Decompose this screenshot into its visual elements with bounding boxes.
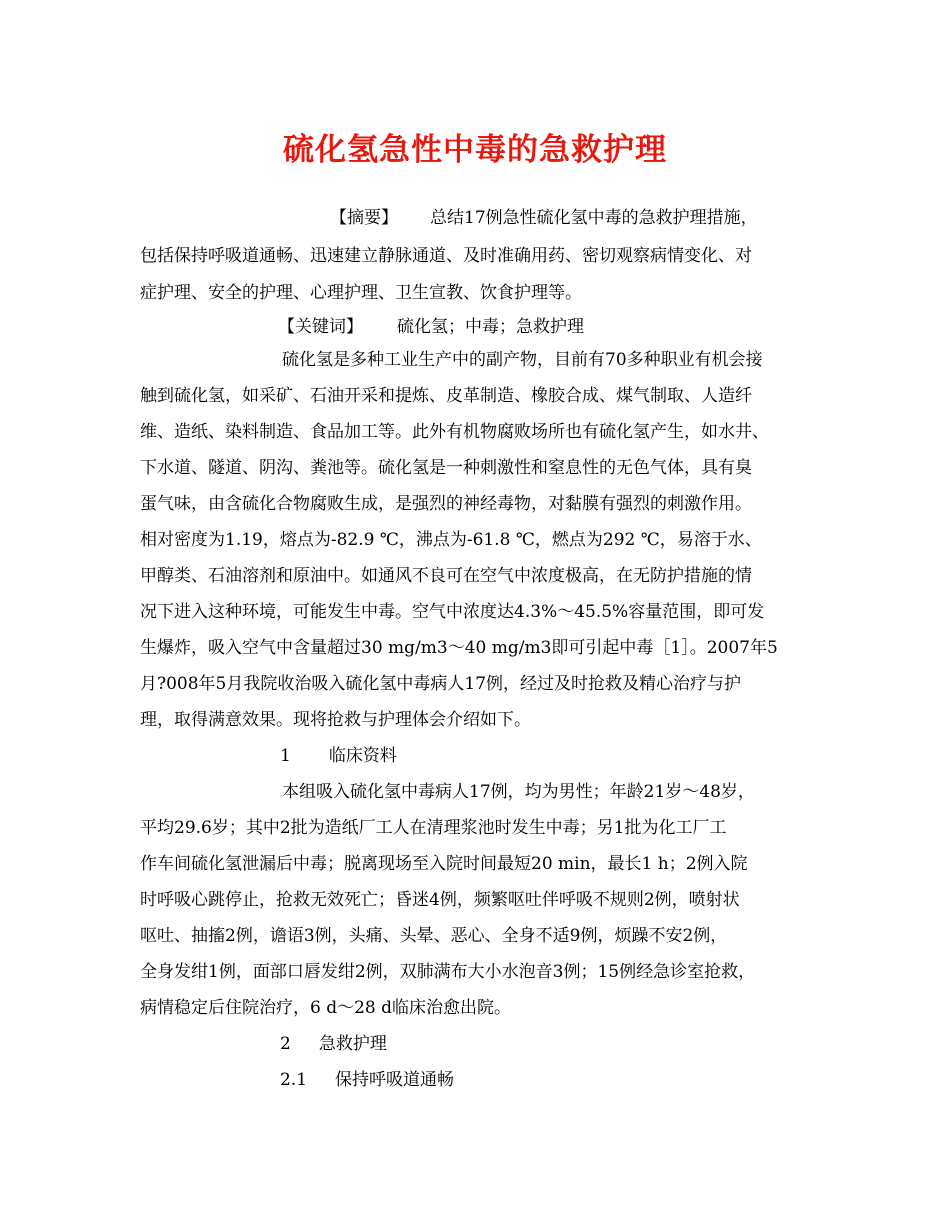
- section-title: 保持呼吸道通畅: [335, 1070, 455, 1090]
- document-title: 硫化氢急性中毒的急救护理: [283, 132, 667, 168]
- section-1-line: 全身发绀1例，面部口唇发绀2例，双肺满布大小水泡音3例；15例经急诊室抢救，: [140, 962, 756, 982]
- intro-line: 月?008年5月我院收治吸入硫化氢中毒病人17例，经过及时抢救及精心治疗与护: [140, 674, 742, 694]
- abstract-first-line: [330, 206, 758, 230]
- section-1-line: 呕吐、抽搐2例，谵语3例，头痛、头晕、恶心、全身不适9例，烦躁不安2例，: [140, 926, 728, 946]
- section-2-heading: [280, 1032, 387, 1056]
- section-1-line: 本组吸入硫化氢中毒病人17例，均为男性；年龄21岁～48岁，: [282, 782, 755, 802]
- section-number: 2: [280, 1034, 291, 1054]
- intro-line: 生爆炸，吸入空气中含量超过30 mg/m3～40 mg/m3即可引起中毒［1］。2007年5: [140, 638, 778, 658]
- section-1-heading: [280, 744, 397, 768]
- keywords-label: 【关键词】: [278, 317, 363, 337]
- intro-line: 相对密度为1.19，熔点为-82.9 ℃，沸点为-61.8 ℃，燃点为292 ℃，易溶于水、: [140, 530, 762, 550]
- section-title: 急救护理: [318, 1034, 387, 1054]
- section-number: 1: [280, 746, 291, 766]
- section-title: 临床资料: [328, 746, 397, 766]
- section-1-line: 时呼吸心跳停止，抢救无效死亡；昏迷4例，频繁呕吐伴呼吸不规则2例，喷射状: [140, 890, 740, 910]
- intro-line: 下水道、隧道、阴沟、粪池等。硫化氢是一种刺激性和窒息性的无色气体，具有臭: [140, 458, 752, 478]
- abstract-label: 【摘要】: [330, 208, 398, 228]
- section-1-line: 作车间硫化氢泄漏后中毒；脱离现场至入院时间最短20 min，最长1 h；2例入院: [140, 854, 748, 874]
- intro-line: 况下进入这种环境，可能发生中毒。空气中浓度达4.3%～45.5%容量范围，即可发: [140, 602, 765, 622]
- intro-line: 甲醇类、石油溶剂和原油中。如通风不良可在空气中浓度极高，在无防护措施的情: [140, 566, 752, 586]
- intro-line: 触到硫化氢，如采矿、石油开采和提炼、皮革制造、橡胶合成、煤气制取、人造纤: [140, 386, 752, 406]
- intro-line: 硫化氢是多种工业生产中的副产物，目前有70多种职业有机会接: [282, 350, 763, 370]
- keywords-text: 硫化氢；中毒；急救护理: [397, 317, 584, 337]
- keywords-line: [278, 315, 584, 339]
- section-2-1-heading: [280, 1068, 454, 1092]
- abstract-text-line: 总结17例急性硫化氢中毒的急救护理措施，: [430, 208, 758, 228]
- abstract-text-line: 包括保持呼吸道通畅、迅速建立静脉通道、及时准确用药、密切观察病情变化、对: [140, 246, 752, 266]
- section-number: 2.1: [280, 1070, 308, 1090]
- section-1-line: 平均29.6岁；其中2批为造纸厂工人在清理浆池时发生中毒；另1批为化工厂工: [140, 818, 727, 838]
- intro-line: 蛋气味，由含硫化合物腐败生成，是强烈的神经毒物，对黏膜有强烈的刺激作用。: [140, 494, 752, 514]
- section-1-line: 病情稳定后住院治疗，6 d～28 d临床治愈出院。: [140, 998, 512, 1018]
- intro-line: 维、造纸、染料制造、食品加工等。此外有机物腐败场所也有硫化氢产生，如水井、: [140, 422, 769, 442]
- intro-line: 理，取得满意效果。现将抢救与护理体会介绍如下。: [140, 710, 531, 730]
- abstract-text-line: 症护理、安全的护理、心理护理、卫生宣教、饮食护理等。: [140, 283, 582, 303]
